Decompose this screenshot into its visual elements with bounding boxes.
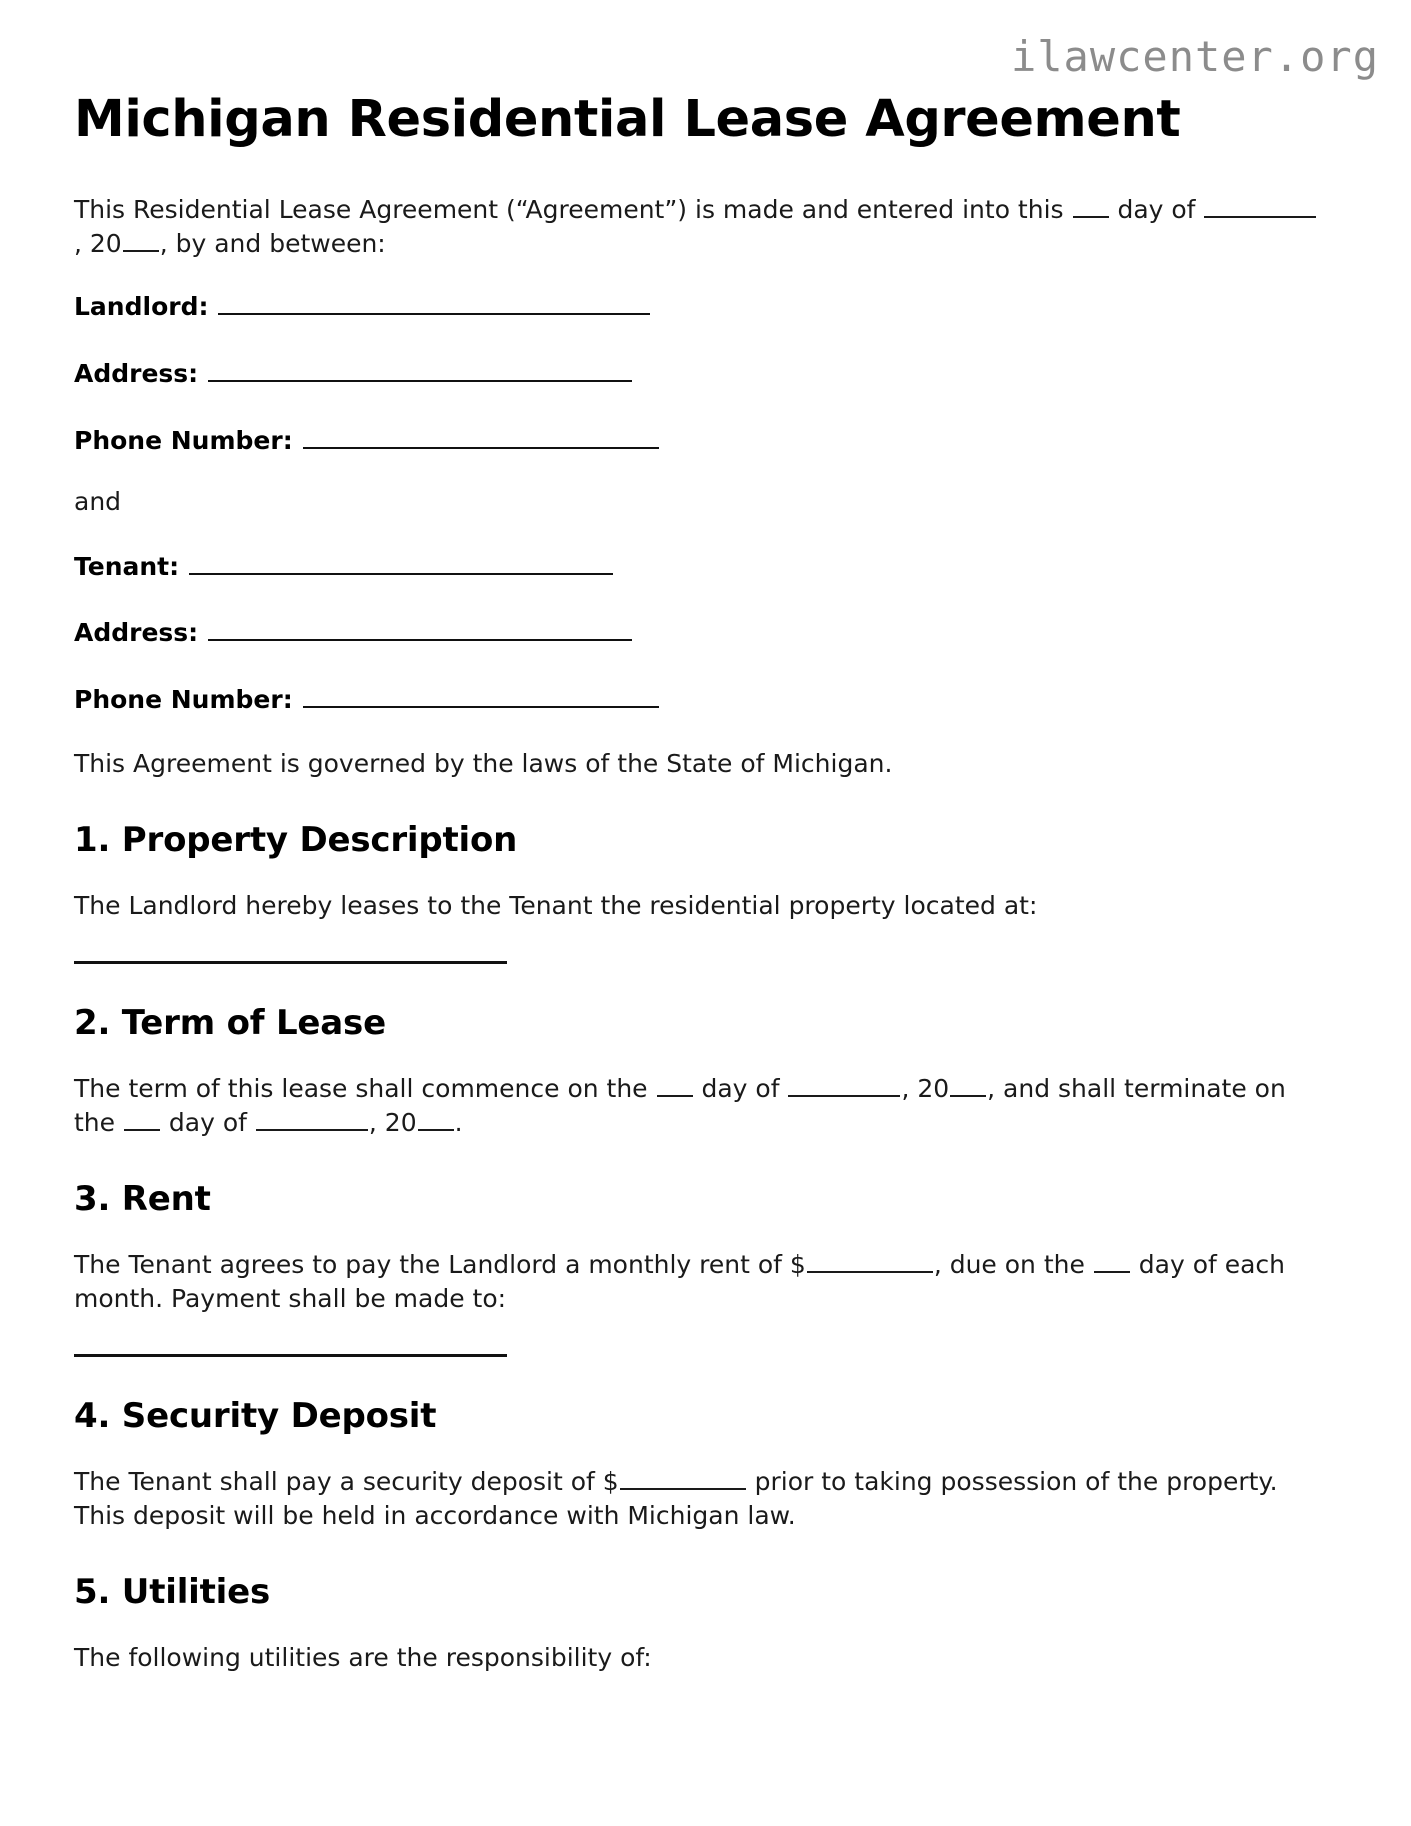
page-title: Michigan Residential Lease Agreement [74,90,1181,149]
term-start-day-blank [657,1072,693,1097]
section-heading-property-description: 1. Property Description [74,819,518,860]
term-text-part-5: day of [160,1107,255,1137]
tenant-phone-input-line[interactable] [303,680,659,708]
parties-conjunction: and [74,487,122,517]
intro-text-part-2: day of [1109,195,1204,225]
section-5-body: The following utilities are the responsibility of: [74,1642,652,1672]
term-text-part-4: , and shall terminate on the [74,1073,1286,1137]
governing-law-paragraph: This Agreement is governed by the laws of the State of Michigan. [74,748,893,778]
field-row-tenant-address [74,613,1324,650]
term-text-part-2: day of [693,1073,788,1103]
field-row-tenant-phone [74,680,1324,717]
intro-month-blank [1204,193,1316,218]
rent-amount-blank [807,1248,933,1273]
field-row-landlord-address [74,354,1324,391]
section-heading-rent: 3. Rent [74,1178,211,1219]
intro-text-part-3: , 20 [74,229,122,259]
section-4-body [74,1465,1319,1533]
section-2-body [74,1072,1319,1140]
rent-payee-blank-line[interactable] [74,1354,507,1357]
section-heading-utilities: 5. Utilities [74,1571,271,1612]
tenant-input-line[interactable] [189,546,613,574]
section-heading-security-deposit: 4. Security Deposit [74,1395,437,1436]
term-text-part-3: , 20 [901,1073,950,1103]
landlord-input-line[interactable] [218,287,650,315]
field-row-landlord [74,287,1324,324]
term-text-part-7: . [454,1107,463,1137]
term-start-month-blank [788,1072,900,1097]
tenant-phone-label: Phone Number: [74,685,293,715]
deposit-text-part-1: The Tenant shall pay a security deposit of $ [74,1466,619,1496]
term-end-month-blank [256,1106,368,1131]
term-start-year-blank [950,1072,986,1097]
rent-text-part-2: , due on the [933,1249,1093,1279]
document-content [74,92,1324,1701]
field-row-landlord-phone [74,421,1324,458]
term-text-part-1: The term of this lease shall commence on the [74,1073,656,1103]
intro-text-part-4: , by and between: [159,229,386,259]
intro-year-blank [123,227,159,252]
rent-text-part-1: The Tenant agrees to pay the Landlord a monthly rent of $ [74,1249,806,1279]
deposit-amount-blank [620,1465,746,1490]
section-3-body [74,1248,1319,1316]
deposit-text-part-2: prior to taking possession of the property. This deposit will be held in accordance with Michigan law. [74,1466,1278,1530]
rent-due-day-blank [1094,1248,1130,1273]
tenant-label: Tenant: [74,551,180,581]
landlord-address-input-line[interactable] [208,354,632,382]
term-text-part-6: , 20 [368,1107,417,1137]
landlord-address-label: Address: [74,359,199,389]
field-row-tenant [74,546,1324,583]
tenant-address-input-line[interactable] [208,613,632,641]
intro-paragraph [74,193,1319,261]
term-end-day-blank [124,1106,160,1131]
tenant-address-label: Address: [74,618,199,648]
term-end-year-blank [418,1106,454,1131]
landlord-phone-label: Phone Number: [74,425,293,455]
intro-day-blank [1073,193,1109,218]
intro-text-part-1: This Residential Lease Agreement (“Agreement”) is made and entered into this [74,195,1072,225]
property-address-blank-line[interactable] [74,961,507,964]
site-watermark: ilawcenter.org [1010,32,1379,81]
landlord-label: Landlord: [74,292,209,322]
section-1-body: The Landlord hereby leases to the Tenant the residential property located at: [74,890,1038,920]
rent-text-part-3: day of each month. Payment shall be made to: [74,1249,1286,1313]
landlord-phone-input-line[interactable] [303,421,659,449]
section-heading-term-of-lease: 2. Term of Lease [74,1002,386,1043]
